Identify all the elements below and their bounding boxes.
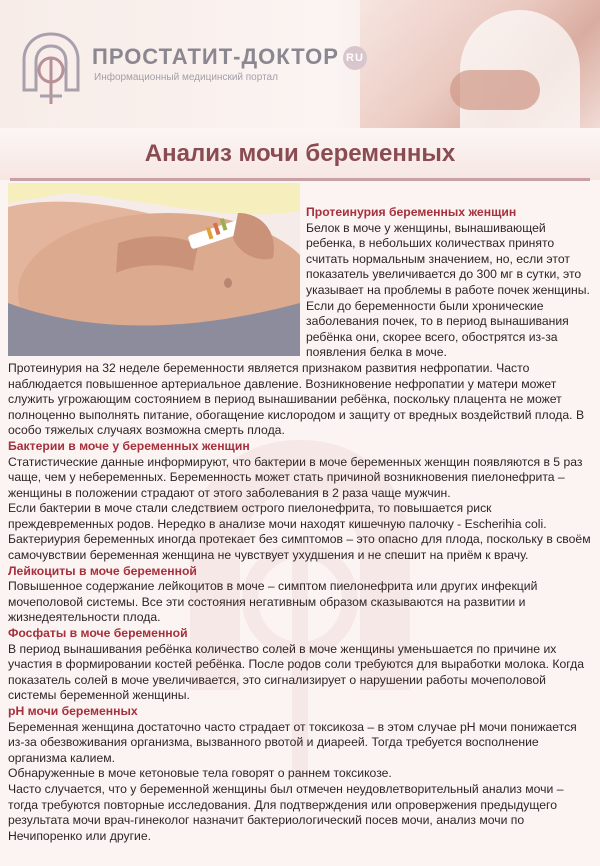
- heading-proteinuria: Протеинурия беременных женщин: [306, 205, 517, 219]
- domain-badge: RU: [343, 46, 367, 70]
- title-divider: [10, 178, 590, 181]
- heading-ph: pH мочи беременных: [8, 704, 138, 718]
- site-header: [0, 0, 600, 128]
- site-name-text: ПРОСТАТИТ-ДОКТОР: [92, 44, 339, 69]
- doctor-hand-shape: [450, 70, 540, 110]
- paragraph: Часто случается, что у беременной женщины был отмечен неудовлетворительный анализ мочи – тогда требуются повторные исследования. Для подтверждения или опровержения предыдущего результата мочи врач-гинеколог назначит бактериологический посев мочи, анализ мочи по Нечипоренко или другие.: [8, 781, 564, 843]
- logo-icon[interactable]: [20, 30, 82, 108]
- site-name[interactable]: [92, 44, 367, 70]
- paragraph: В период вынашивания ребёнка количество солей в моче женщины уменьшается по причине их участия в формировании костей ребёнка. После родов соли требуются для выработки молока. Когда показатель солей в моче увеличивается, это сигнализирует о нарушении работы мочеполовой системы беременной женщины.: [8, 641, 585, 703]
- paragraph: Статистические данные информируют, что бактерии в моче беременных женщин появляются в 5 раз чаще, чем у небеременных. Беременность может стать причиной возникновения пиелонефрита – женщины в положении страдают от этого заболевания в 2 раза чаще мужчин.: [8, 454, 583, 500]
- article-content: [8, 205, 596, 844]
- header-doctor-photo: [360, 0, 600, 128]
- heading-bacteria: Бактерии в моче у беременных женщин: [8, 438, 250, 453]
- paragraph: Протеинурия на 32 неделе беременности является признаком развития нефропатии. Часто наблюдается повышенное артериальное давление. Возникновение нефропатии у матери может служить угрожающим состоянием в период вынашивании ребёнка, поскольку плацента не может полноценно выполнять питание, обогащение кислородом и защиту от вредных воздействий плода. В особо тяжелых случаях возможна смерть плода.: [8, 360, 585, 438]
- heading-leukocytes: Лейкоциты в моче беременной: [8, 563, 197, 578]
- site-tagline: Информационный медицинский портал: [94, 72, 278, 83]
- heading-phosphates: Фосфаты в моче беременной: [8, 626, 188, 641]
- paragraph: Белок в моче у женщины, вынашивающей ребенка, в небольших количествах принято считать нормальным значением, но, если этот показатель увеличивается до 300 мг в сутки, это указывает на проблемы в работе почек женщины. Если до беременности были хронические заболевания почек, то в период вынашивания ребёнка они, скорее всего, обострятся из-за появления белка в моче.: [306, 220, 590, 360]
- paragraph: Обнаруженные в моче кетоновые тела говорят о раннем токсикозе.: [8, 766, 392, 781]
- paragraph: Бактериурия беременных иногда протекает без симптомов – это опасно для плода, поскольку в своём самочувствии беременная женщина не чувствует ухудшения и не спешит на приём к врачу.: [8, 532, 591, 563]
- paragraph: Повышенное содержание лейкоцитов в моче – симптом пиелонефрита или других инфекций мочеполовой системы. Все эти состояния негативным образом сказываются на развитии и жизнедеятельности плода.: [8, 579, 538, 625]
- paragraph: Если бактерии в моче стали следствием острого пиелонефрита, то повышается риск преждевременных родов. Нередко в анализе мочи находят кишечную палочку - Escherihia coli.: [8, 501, 547, 531]
- paragraph: Беременная женщина достаточно часто страдает от токсикоза – в этом случае pH мочи понижается из-за обезвоживания организма, вызванного рвотой и диареей. Тогда требуется восполнение организма калием.: [8, 719, 577, 765]
- page-title: Анализ мочи беременных: [144, 140, 456, 167]
- doctor-coat-shape: [460, 10, 580, 128]
- section-proteinuria-intro: [8, 205, 596, 361]
